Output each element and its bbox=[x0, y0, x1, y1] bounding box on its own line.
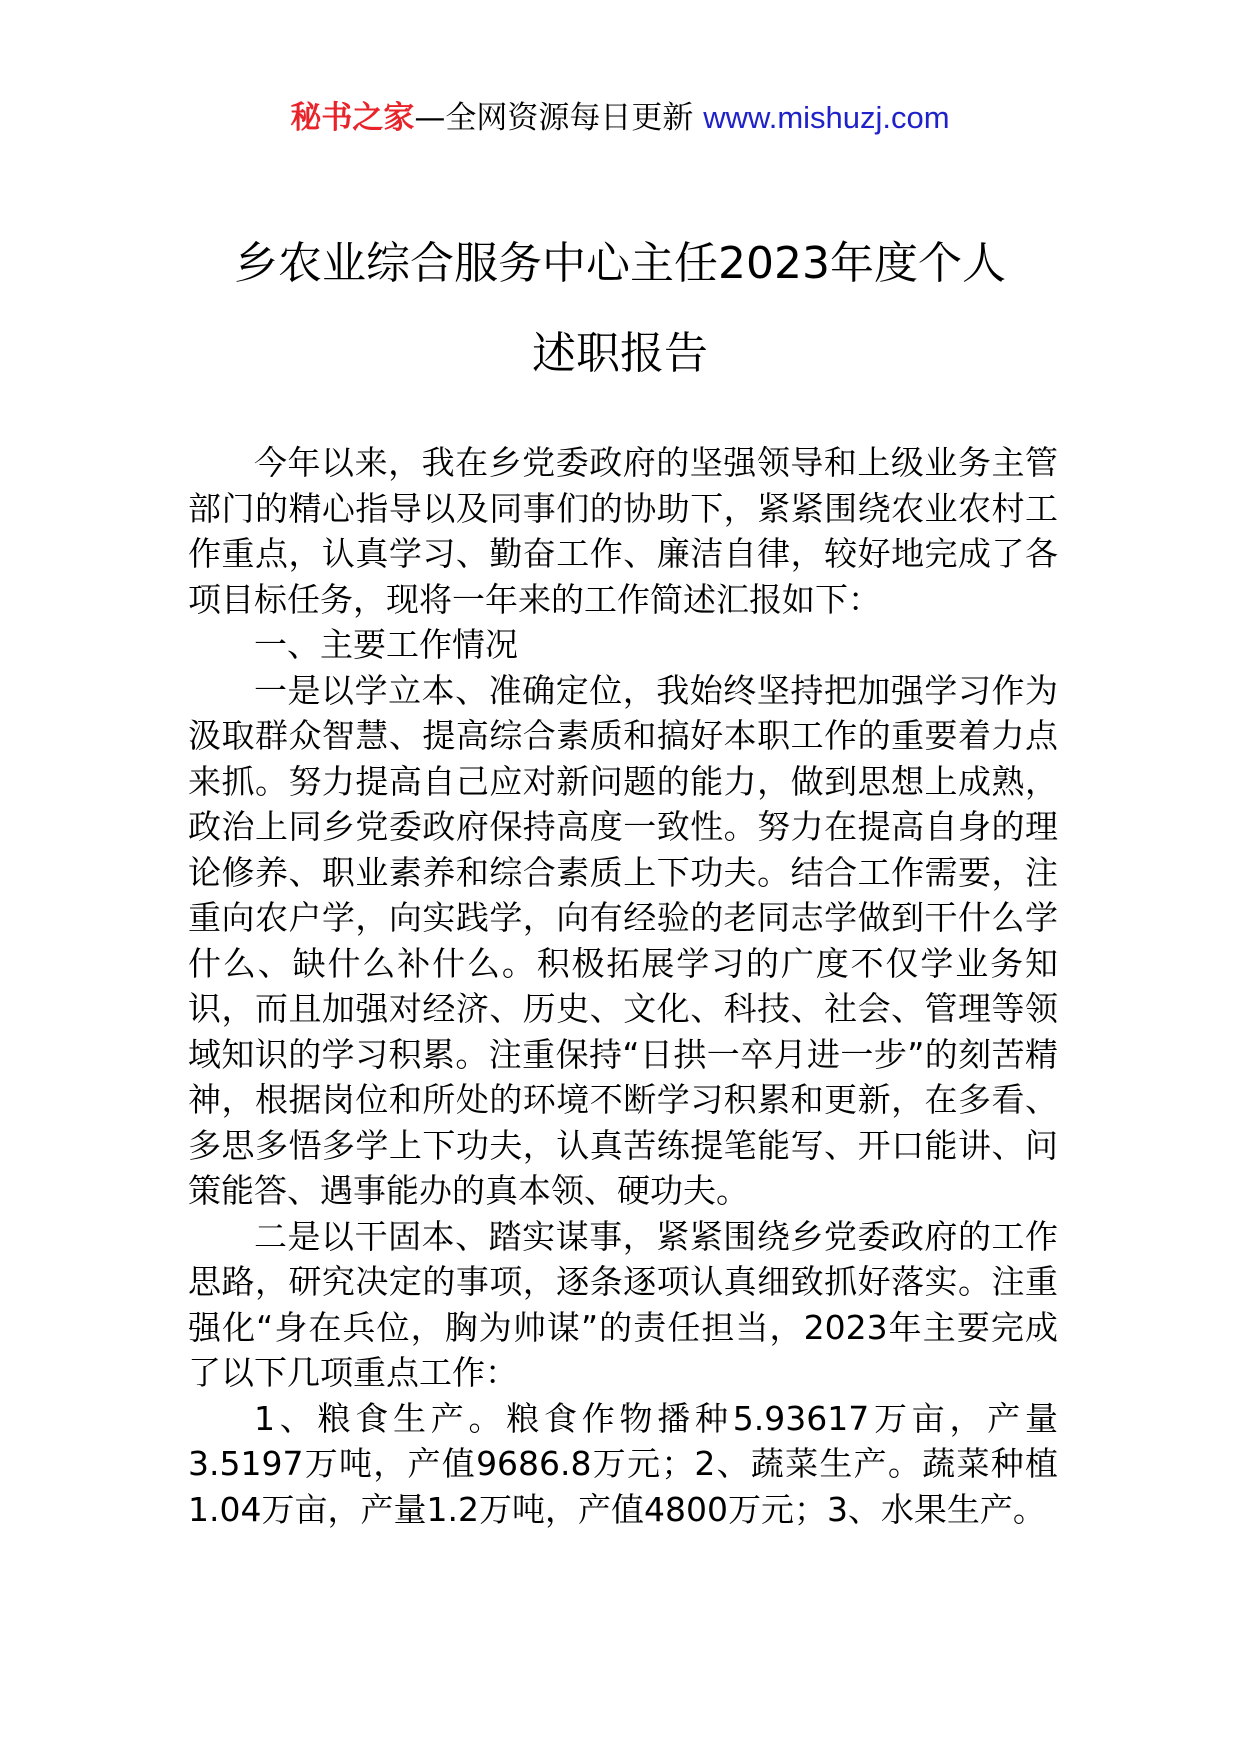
section-heading: 一、主要工作情况 bbox=[254, 625, 518, 664]
paragraph-production: 1、粮食生产。粮食作物播种5.93617万亩，产量3.5197万吨，产值9686.8万元；2、蔬菜生产。蔬菜种植1.04万亩，产量1.2万吨，产值4800万元；3、水果生产。 bbox=[188, 1398, 1058, 1529]
document-title-line-2: 述职报告 bbox=[532, 328, 708, 379]
paragraph-work: 二是以干固本、踏实谋事，紧紧围绕乡党委政府的工作思路，研究决定的事项，逐条逐项认真细致抓好落实。注重强化“身在兵位，胸为帅谋”的责任担当，2023年主要完成了以下几项重点工作： bbox=[188, 1216, 1058, 1392]
paragraph-study: 一是以学立本、准确定位，我始终坚持把加强学习作为汲取群众智慧、提高综合素质和搞好本职工作的重要着力点来抓。努力提高自己应对新问题的能力，做到思想上成熟，政治上同乡党委政府保持高度一致性。努力在提高自身的理论修养、职业素养和综合素质上下功夫。结合工作需要，注重向农户学，向实践学，向有经验的老同志学做到干什么学什么、缺什么补什么。积极拓展学习的广度不仅学业务知识，而且加强对经济、历史、文化、科技、社会、管理等领域知识的学习积累。注重保持“日拱一卒月进一步”的刻苦精神，根据岗位和所处的环境不断学习积累和更新，在多看、多思多悟多学上下功夫，认真苦练提笔能写、开口能讲、问策能答、遇事能办的真本领、硬功夫。 bbox=[188, 670, 1058, 1210]
document-body bbox=[188, 440, 1058, 1532]
website-link[interactable]: www.mishuzj.com bbox=[703, 100, 950, 135]
paragraph-intro: 今年以来，我在乡党委政府的坚强领导和上级业务主管部门的精心指导以及同事们的协助下，紧紧围绕农业农村工作重点，认真学习、勤奋工作、廉洁自律，较好地完成了各项目标任务，现将一年来的工作简述汇报如下： bbox=[188, 443, 1058, 619]
brand-name: 秘书之家 bbox=[290, 100, 415, 136]
site-header bbox=[0, 98, 1240, 138]
site-slogan: —全网资源每日更新 bbox=[414, 100, 704, 136]
document-title-line-1: 乡农业综合服务中心主任2023年度个人 bbox=[234, 238, 1006, 289]
